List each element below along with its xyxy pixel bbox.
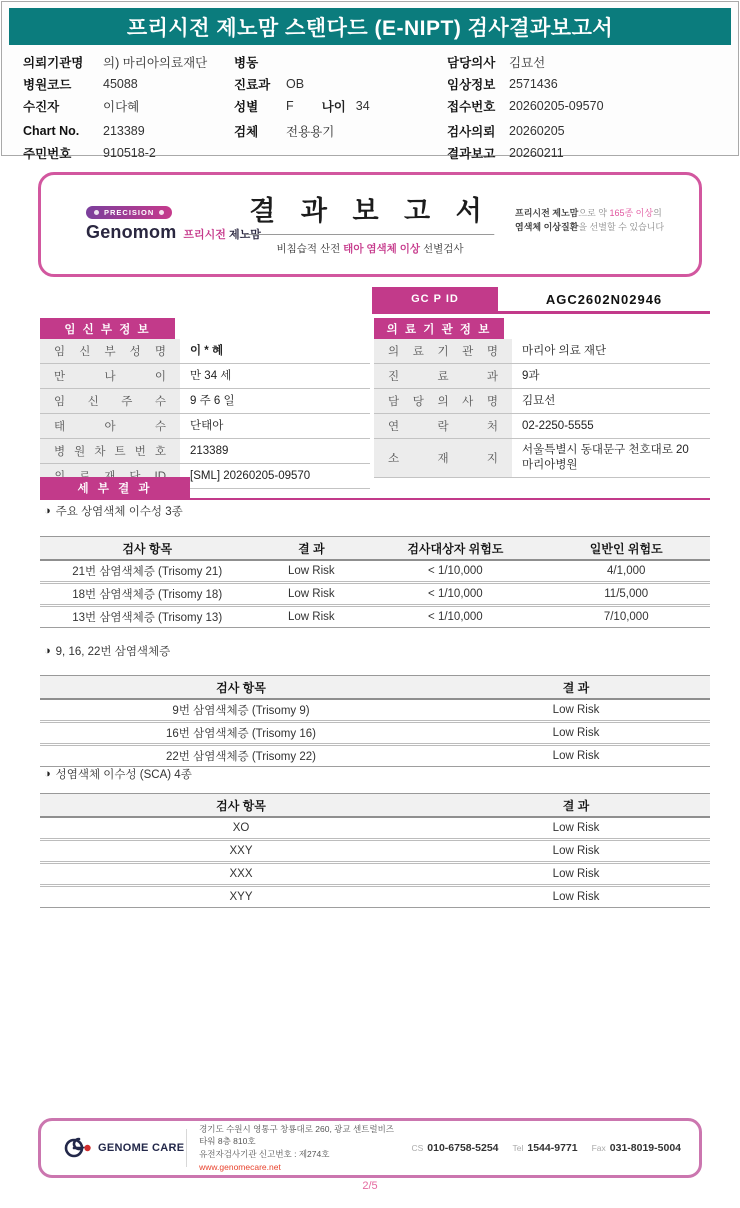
banner-subtitle: 비침습적 산전 태아 염색체 이상 선별검사 [276, 243, 464, 255]
field-label: 접수번호 [447, 100, 496, 114]
sex-chromosome-aneuploidy-table [40, 793, 710, 908]
row-label: 임 신 주 수 [40, 389, 180, 413]
table-header-row: 검사 항목 결 과 검사대상자 위험도 일반인 위험도 [40, 537, 710, 561]
genome-care-name: GENOME CARE [98, 1142, 185, 1154]
field-value: 20260205 [509, 124, 565, 138]
website-link[interactable]: www.genomecare.net [199, 1161, 281, 1172]
group2-title: ◑ 9, 16, 22번 삼염색체증 [44, 645, 171, 658]
footer-address [199, 1123, 397, 1174]
row-label: 태 아 수 [40, 414, 180, 438]
field-label: Chart No. [23, 124, 80, 138]
field-value: 910518-2 [103, 146, 156, 160]
fax-label: Fax [591, 1143, 606, 1153]
field-label: 의뢰기관명 [23, 56, 84, 70]
patient-info-column-left [23, 51, 207, 164]
precision-badge-label: PRECISION [104, 208, 155, 217]
row-value: 9과 [522, 369, 540, 382]
field-label: 병원코드 [23, 78, 72, 92]
row-label: 의 료 기 관 명 [374, 339, 512, 363]
field-value: OB [286, 77, 305, 91]
row-value: 서울특별시 동대문구 천호대로 20 마리아병원 [522, 444, 689, 471]
row-value: 마리아 의료 재단 [522, 344, 607, 357]
cs-number: 010-6758-5254 [427, 1142, 499, 1154]
patient-info-column-right [447, 51, 604, 164]
medical-institution-table [374, 318, 710, 478]
footer [38, 1118, 702, 1178]
page-number: 2/5 [362, 1180, 378, 1192]
table-header-row: 검사 항목 결 과 [40, 676, 710, 700]
patient-info-column-middle [234, 51, 370, 142]
row-label: 담 당 의 사 명 [374, 389, 512, 413]
gc-p-id-value: AGC2602N02946 [545, 291, 663, 307]
footer-divider [186, 1129, 187, 1167]
pregnant-woman-info-table [40, 318, 370, 489]
half-circle-bullet-icon: ◑ [44, 768, 51, 780]
badge-dot-icon [159, 210, 164, 215]
badge-dot-icon [94, 210, 99, 215]
banner-note: 프리시전 제노맘으로 약 165종 이상의 염색체 이상질환을 선별할 수 있습니다 [515, 208, 665, 233]
field-label: 결과보고 [447, 147, 496, 161]
field-label: 검체 [234, 125, 259, 139]
row-label: 병 원 차 트 번 호 [40, 439, 180, 463]
row-value: [SML] 20260205-09570 [190, 469, 311, 482]
field-label: 나이 [321, 100, 346, 114]
field-value: 이다혜 [103, 100, 140, 114]
field-label: 임상정보 [447, 78, 496, 92]
detailed-results-label: 세 부 결 과 [40, 477, 190, 498]
patient-header-box [1, 1, 739, 161]
footer-contacts [397, 1142, 681, 1154]
field-label: 진료과 [234, 78, 271, 92]
field-value: 34 [355, 99, 370, 113]
field-value: 전용용기 [286, 125, 335, 139]
row-value: 이 * 혜 [190, 344, 224, 357]
field-label: 검사의뢰 [447, 125, 496, 139]
genome-care-logo [63, 1136, 184, 1160]
table-header-row: 검사 항목 결 과 [40, 794, 710, 818]
fax-number: 031-8019-5004 [609, 1142, 681, 1154]
detailed-results-header [40, 477, 710, 500]
group3-title: ◑ 성염색체 이수성 (SCA) 4종 [44, 768, 192, 781]
address-line1: 경기도 수원시 영통구 창룡대로 260, 광교 센트럴비즈타워 8층 810호 [199, 1123, 395, 1147]
field-value: F [286, 99, 294, 113]
cs-label: CS [411, 1143, 424, 1153]
address-line2: 유전자검사기관 신고번호 : 제274호 [199, 1149, 330, 1159]
table-row: 13번 삼염색체증 (Trisomy 13) Low Risk < 1/10,000 7/10,000 [72, 611, 649, 624]
row-value: 9 주 6 일 [190, 394, 235, 407]
field-label: 병동 [234, 56, 259, 70]
half-circle-bullet-icon: ◑ [44, 645, 51, 657]
tel-number: 1544-9771 [527, 1142, 578, 1154]
tel-label: Tel [512, 1143, 524, 1153]
row-label: 진 료 과 [374, 364, 512, 388]
gc-p-id-label: GC P ID [372, 287, 498, 311]
brand-korean: 제노맘 [228, 229, 261, 241]
trisomy-9-16-22-table [40, 675, 710, 767]
row-value: 김묘선 [522, 394, 556, 407]
table-row: 18번 삼염색체증 (Trisomy 18) Low Risk < 1/10,000 11/5,000 [40, 584, 710, 607]
field-value: 213389 [103, 124, 145, 138]
row-label: 연 락 처 [374, 414, 512, 438]
table-header: 임 신 부 정 보 [40, 318, 175, 339]
field-label: 성별 [234, 100, 259, 114]
row-value: 만 34 세 [190, 369, 232, 382]
precision-badge [86, 206, 172, 219]
genome-care-mark-icon [63, 1136, 93, 1160]
table-row: XXX Low Risk [40, 864, 710, 887]
table-row: 22번 삼염색체증 (Trisomy 22) Low Risk [166, 750, 600, 763]
result-report-banner [38, 172, 702, 277]
field-label: 담당의사 [447, 56, 496, 70]
brand-korean-accent: 프리시전 [183, 229, 226, 241]
field-value: 김묘선 [509, 56, 546, 70]
field-value: 45088 [103, 77, 138, 91]
group1-title: ◑ 주요 상염색체 이수성 3종 [44, 505, 183, 518]
half-circle-bullet-icon: ◑ [44, 505, 51, 517]
table-row: XO Low Risk [40, 818, 710, 841]
table-row: 16번 삼염색체증 (Trisomy 16) Low Risk [40, 723, 710, 746]
table-row: 9번 삼염색체증 (Trisomy 9) Low Risk [40, 700, 710, 723]
table-header: 의 료 기 관 정 보 [374, 318, 504, 339]
brand-name: Genomom [86, 222, 177, 242]
field-value: 20260211 [509, 146, 564, 160]
field-label: 주민번호 [23, 147, 72, 161]
row-label: 만 나 이 [40, 364, 180, 388]
row-value: 02-2250-5555 [522, 419, 594, 432]
gc-p-id-row [372, 287, 710, 314]
row-value: 단태아 [190, 419, 224, 432]
table-row: XXY Low Risk [40, 841, 710, 864]
report-title: 프리시전 제노맘 스탠다드 (E-NIPT) 검사결과보고서 [126, 16, 614, 40]
autosome-trisomy-table [40, 536, 710, 628]
table-row: 21번 삼염색체증 (Trisomy 21) Low Risk < 1/10,000 4/1,000 [40, 561, 710, 584]
field-value: 의) 마리아의료재단 [103, 56, 208, 70]
table-row: XYY Low Risk [229, 891, 600, 903]
field-value: 20260205-09570 [509, 99, 604, 113]
row-label: 임 신 부 성 명 [40, 339, 180, 363]
field-value: 2571436 [509, 77, 558, 91]
report-title-bar [9, 8, 731, 45]
banner-title: 결 과 보 고 서 [245, 189, 494, 235]
field-label: 수진자 [23, 100, 60, 114]
genomom-logo [86, 202, 261, 243]
row-value: 213389 [190, 444, 229, 457]
row-label: 소 재 지 [374, 439, 512, 477]
